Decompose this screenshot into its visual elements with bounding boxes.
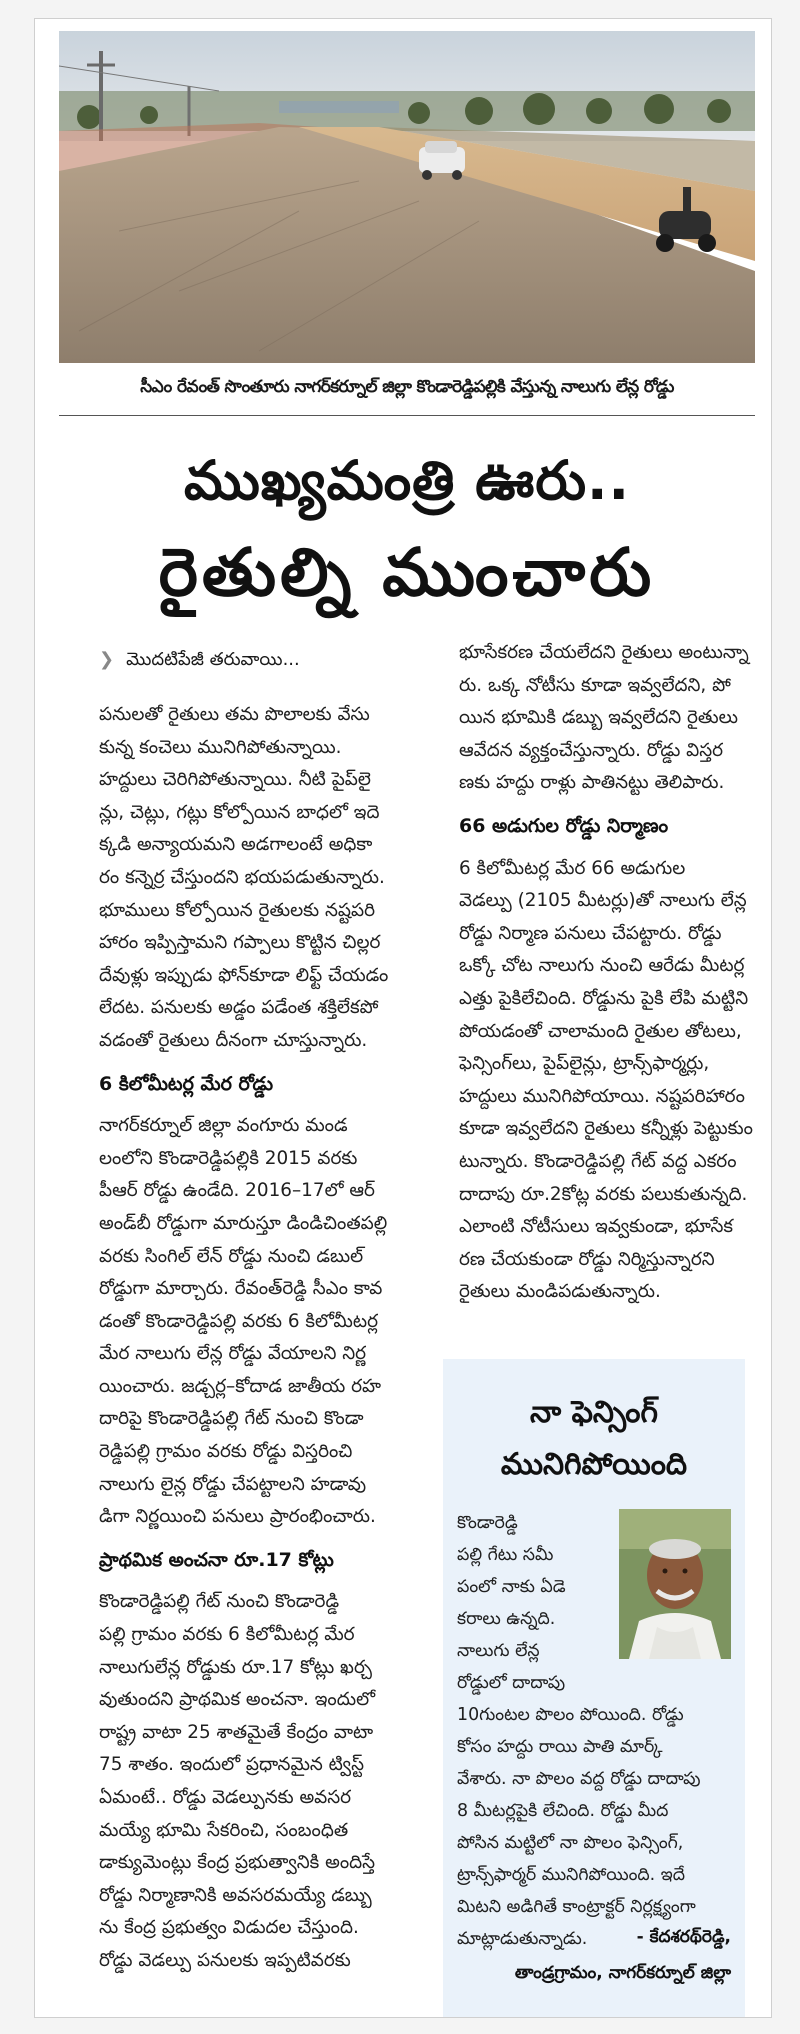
text-line: కున్న కంచెలు మునిగిపోతున్నాయి. (99, 736, 342, 758)
text-line: భూములు కోల్పోయిన రైతులకు నష్టపరి (99, 899, 375, 921)
text-line: కూడా ఇవ్వలేదని రైతులు కన్నీళ్లు పెట్టుకుం (459, 1118, 753, 1140)
text-line: వెడల్పు (2105 మీటర్లు)తో నాలుగు లేన్ల (459, 890, 747, 912)
text-line: వేశారు. నా పొలం వద్ద రోడ్డు దాదాపు (457, 1769, 701, 1789)
para-b2 (459, 853, 772, 1309)
text-line: నాలుగు లేన్ల (457, 1641, 540, 1661)
text-line: టున్నారు. కొండారెడ్డిపల్లి గేట్ వద్ద ఎకరం (459, 1150, 737, 1172)
caption-divider (59, 415, 755, 416)
text-line: మేర నాలుగు లేన్ల రోడ్డు వేయాలని నిర్ణ (99, 1343, 367, 1365)
text-line: పల్లి గ్రామం వరకు 6 కిలోమీటర్ల మేర (99, 1624, 355, 1646)
text-line: క్కడి అన్యాయమని అడగాలంటే అధికా (99, 834, 373, 856)
text-line: పనులతో రైతులు తమ పొలాలకు వేసు (99, 704, 370, 725)
text-line: రోడ్డు నిర్మాణానికి అవసరమయ్యే డబ్బు (99, 1884, 372, 1906)
text-line: యించారు. జడ్చర్ల–కోదాడ జాతీయ రహ (99, 1375, 382, 1397)
text-line: మిటని అడిగితే కాంట్రాక్టర్ నిర్లక్ష్యంగా (457, 1897, 696, 1917)
text-line: పోయడంతో చాలామంది రైతుల తోటలు, (459, 1020, 742, 1042)
box-title-line-2: మునిగిపోయింది (500, 1447, 688, 1482)
para-a2 (99, 1110, 421, 1534)
text-line: రు. ఒక్క నోటీసు కూడా ఇవ్వలేదని, పో (459, 674, 731, 696)
quote-attribution-name: - కేదశరథ్‌రెడ్డి, (636, 1927, 731, 1947)
text-line: రోడ్డుగా మార్చారు. రేవంత్‌రెడ్డి సీఎం కావ (99, 1278, 383, 1300)
text-line: ఏమంటే.. రోడ్డు వెడల్పునకు అవసర (99, 1787, 352, 1808)
para-a3 (99, 1586, 421, 1977)
text-line: పీఆర్ రోడ్డు ఉండేది. 2016–17లో ఆర్ (99, 1180, 375, 1202)
text-line: రెడ్డిపల్లి గ్రామం వరకు రోడ్డు విస్తరించి (99, 1441, 353, 1463)
text-line: పంలో నాకు ఏడె (457, 1577, 566, 1597)
text-line: డాక్యుమెంట్లు కేంద్ర ప్రభుత్వానికి అందిస్తే (99, 1852, 376, 1874)
text-line: డంతో కొండారెడ్డిపల్లి వరకు 6 కిలోమీటర్ల (99, 1310, 378, 1332)
text-line: హద్దులు మునిగిపోయాయి. నష్టపరిహారం (459, 1085, 745, 1107)
headline-line-1: ముఖ్యమంత్రి ఊరు.. (183, 449, 631, 512)
text-line: దారిపై కొండారెడ్డిపల్లి గేట్ నుంచి కొండా (99, 1408, 364, 1430)
text-line: రణ చేయకుండా రోడ్డు నిర్మిస్తున్నారని (459, 1248, 715, 1270)
box-text-wide (457, 1667, 700, 1955)
photo-caption: సీఎం రేవంత్ సొంతూరు నాగర్‌కర్నూల్ జిల్లా కొండారెడ్డిపల్లికి వేస్తున్న నాలుగు లేన్ల రోడ్డు (140, 377, 674, 397)
text-line: ఎత్తు పైకిలేచింది. రోడ్డును పైకి లేపి మట్టిని (459, 987, 749, 1009)
text-line: హారం ఇప్పిస్తామని గప్పాలు కొట్టిన చిల్లర (99, 932, 381, 954)
text-line: కోసం హద్దు రాయి పాతి మార్క్ (457, 1737, 663, 1757)
text-line: కరాలు ఉన్నది. (457, 1609, 556, 1629)
text-line: రైతులు మండిపడుతున్నారు. (459, 1281, 661, 1303)
quote-attribution-place: తాండ్రగ్రామం, నాగర్‌కర్నూల్ జిల్లా (514, 1963, 731, 1983)
para-a1 (99, 699, 421, 1058)
text-line: పల్లి గేటు సమీ (457, 1545, 554, 1565)
box-title-line-1: నా ఫెన్సింగ్ (529, 1395, 658, 1430)
text-line: ట్రాన్స్‌ఫార్మర్ మునిగిపోయింది. ఇదే (457, 1865, 685, 1885)
road-photo-image (59, 31, 755, 363)
text-line: 8 మీటర్లపైకి లేచింది. రోడ్డు మీద (457, 1801, 669, 1821)
article-column-right (459, 637, 772, 1309)
headline-line-2: రైతుల్ని ముంచారు (158, 534, 656, 611)
text-line: డిగా నిర్ణయించి పనులు ప్రారంభించారు. (99, 1506, 376, 1528)
text-line: దాదాపు రూ.2కోట్ల వరకు పలుకుతున్నది. (459, 1183, 748, 1205)
text-line: నాలుగు లైన్ల రోడ్డు చేపట్టాలని హడావు (99, 1473, 367, 1495)
article-column-left (99, 699, 421, 1978)
text-line: ఒక్కో చోట నాలుగు నుంచి ఆరేడు మీటర్ల (459, 955, 745, 977)
text-line: కొండారెడ్డి (457, 1513, 518, 1533)
newspaper-clipping (34, 18, 772, 2018)
text-line: పోసిన మట్టిలో నా పొలం ఫెన్సింగ్, (457, 1833, 684, 1853)
text-line: ఫెన్సింగ్‌లు, పైప్‌లైన్లు, ట్రాన్స్‌ఫార్మర్లు, (459, 1053, 710, 1075)
text-line: యిన భూమికి డబ్బు ఇవ్వలేదని రైతులు (459, 707, 738, 729)
text-line: వడంతో రైతులు దీనంగా చూస్తున్నారు. (99, 1029, 368, 1051)
text-line: 10గుంటల పొలం పోయింది. రోడ్డు (457, 1705, 684, 1725)
kicker-text: మొదటిపేజీ తరువాయి... (126, 649, 300, 670)
text-line: దేవుళ్లు ఇప్పుడు ఫోన్‌కూడా లిఫ్ట్ చేయడం (99, 964, 389, 986)
text-line: వరకు సింగిల్ లేన్ రోడ్డు నుంచి డబుల్ (99, 1245, 364, 1267)
text-line: 6 కిలోమీటర్ల మేర 66 అడుగుల (459, 857, 686, 879)
text-line: భూసేకరణ చేయలేదని రైతులు అంటున్నా (459, 642, 749, 663)
text-line: మాట్లాడుతున్నాడు. (457, 1929, 588, 1949)
text-line: రం కన్నెర్ర చేస్తుందని భయపడుతున్నారు. (99, 866, 385, 888)
farmer-portrait-image (619, 1509, 731, 1659)
text-line: నాలుగులేన్ల రోడ్డుకు రూ.17 కోట్లు ఖర్చ (99, 1656, 372, 1678)
text-line: నాగర్‌కర్నూల్ జిల్లా వంగూరు మండ (99, 1115, 348, 1137)
text-line: ఆవేదన వ్యక్తంచేస్తున్నారు. రోడ్డు విస్తర (459, 739, 724, 761)
text-line: రోడ్డు నిర్మాణ పనులు చేపట్టారు. రోడ్డు (459, 922, 722, 944)
box-text-narrow (457, 1507, 566, 1667)
text-line: రోడ్డులో దాదాపు (457, 1673, 566, 1693)
text-line: వుతుందని ప్రాథమిక అంచనా. ఇందులో (99, 1689, 376, 1711)
para-b1 (459, 637, 772, 800)
text-line: రోడ్డు వెడల్పు పనులకు ఇప్పటివరకు (99, 1949, 351, 1971)
text-line: రాష్ట్ర వాటా 25 శాతమైతే కేంద్రం వాటా (99, 1721, 374, 1743)
subheading-6km-road: 6 కిలోమీటర్ల మేర రోడ్డు (99, 1072, 274, 1095)
text-line: 75 శాతం. ఇందులో ప్రధానమైన ట్విస్ట్ (99, 1754, 364, 1776)
text-line: లేదట. పనులకు అడ్డం పడేంత శక్తిలేకపో (99, 997, 379, 1019)
text-line: లంలోని కొండారెడ్డిపల్లికి 2015 వరకు (99, 1147, 358, 1169)
text-line: కొండారెడ్డిపల్లి గేట్ నుంచి కొండారెడ్డి (99, 1591, 340, 1613)
subheading-estimate: ప్రాథమిక అంచనా రూ.17 కోట్లు (99, 1548, 334, 1571)
sidebar-quote-box (443, 1359, 745, 2018)
text-line: న్లు, చెట్లు, గట్లు కోల్పోయిన బాధలో ఇదె (99, 801, 380, 823)
text-line: హద్దులు చెరిగిపోతున్నాయి. నీటి పైప్‌లై (99, 769, 371, 791)
text-line: ణకు హద్దు రాళ్లు పాతినట్టు తెలిపారు. (459, 772, 725, 794)
text-line: ను కేంద్ర ప్రభుత్వం విడుదల చేస్తుంది. (99, 1917, 359, 1939)
text-line: అండ్‌బీ రోడ్డుగా మారుస్తూ డిండిచింతపల్లి (99, 1212, 388, 1234)
text-line: ఎలాంటి నోటీసులు ఇవ్వకుండా, భూసేక (459, 1216, 734, 1238)
subheading-66ft-road: 66 అడుగుల రోడ్డు నిర్మాణం (459, 814, 669, 837)
text-line: మయ్యే భూమి సేకరించి, సంబంధిత (99, 1819, 349, 1841)
chevron-right-icon: ❯ (99, 649, 115, 670)
continued-kicker (99, 649, 300, 674)
